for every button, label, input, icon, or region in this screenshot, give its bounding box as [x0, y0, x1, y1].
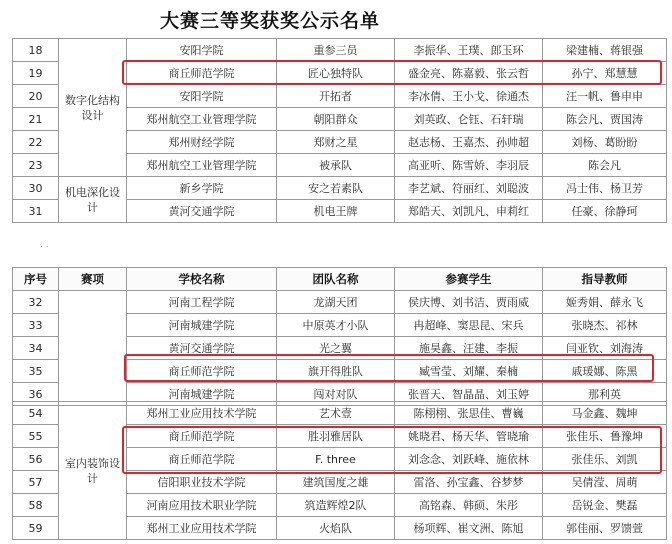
teachers-cell: 陈会凡: [543, 154, 667, 177]
team-cell: 安之若素队: [277, 177, 395, 200]
teachers-cell: 闫亚钦、刘海涛: [543, 337, 667, 360]
school-cell: 商丘师范学院: [127, 448, 277, 471]
students-cell: 高铭森、韩硕、朱彤: [395, 494, 543, 517]
seq-cell: 58: [13, 494, 59, 517]
seq-cell: 23: [13, 154, 59, 177]
school-cell: 商丘师范学院: [127, 425, 277, 448]
school-cell: 河南城建学院: [127, 383, 277, 406]
teachers-cell: 刘杨、葛盼盼: [543, 131, 667, 154]
school-cell: 黄河交通学院: [127, 200, 277, 223]
students-cell: 李振华、王璞、郎玉环: [395, 39, 543, 62]
team-cell: 匠心独特队: [277, 62, 395, 85]
teachers-cell: 张佳乐、鲁豫坤: [543, 425, 667, 448]
seq-cell: 55: [13, 425, 59, 448]
school-cell: 新乡学院: [127, 177, 277, 200]
seq-cell: 21: [13, 108, 59, 131]
award-table-section-3: [12, 401, 667, 540]
team-cell: 建筑国度之雄: [277, 471, 395, 494]
students-cell: 杨项辉、崔文洲、陈旭: [395, 517, 543, 540]
teachers-cell: 姬秀娟、薛永飞: [543, 291, 667, 314]
students-cell: 李冰倩、王小戈、徐通杰: [395, 85, 543, 108]
teachers-cell: 郭佳丽、罗馈萱: [543, 517, 667, 540]
seq-cell: 56: [13, 448, 59, 471]
table-row: [13, 402, 667, 425]
teachers-cell: 那利英: [543, 383, 667, 406]
team-cell: 机电王牌: [277, 200, 395, 223]
seq-cell: 30: [13, 177, 59, 200]
teachers-cell: 张佳乐、刘凯: [543, 448, 667, 471]
table-row: [13, 291, 667, 314]
category-cell: 机电深化设计: [59, 177, 127, 223]
teachers-cell: 梁建楠、蒋银强: [543, 39, 667, 62]
header-team: 团队名称: [277, 268, 395, 291]
teachers-cell: 任豪、徐静珂: [543, 200, 667, 223]
header-school: 学校名称: [127, 268, 277, 291]
team-cell: F. three: [277, 448, 395, 471]
students-cell: 姚晓君、杨天华、管晓瑜: [395, 425, 543, 448]
students-cell: 施昊鑫、汪建、李振: [395, 337, 543, 360]
students-cell: 刘念念、刘跃峰、施依林: [395, 448, 543, 471]
team-cell: 筑造辉煌2队: [277, 494, 395, 517]
teachers-cell: 陈会凡、贾国涛: [543, 108, 667, 131]
header-seq: 序号: [13, 268, 59, 291]
seq-cell: 32: [13, 291, 59, 314]
teachers-cell: 张晓杰、祁林: [543, 314, 667, 337]
table-row: [13, 177, 667, 200]
school-cell: 信阳职业技术学院: [127, 471, 277, 494]
seq-cell: 31: [13, 200, 59, 223]
teachers-cell: 冯士伟、杨卫芳: [543, 177, 667, 200]
teachers-cell: 孙宁、郑慧慧: [543, 62, 667, 85]
team-cell: 艺术壹: [277, 402, 395, 425]
team-cell: 火焰队: [277, 517, 395, 540]
teachers-cell: 吴倩滢、周萌: [543, 471, 667, 494]
team-cell: 郑财之星: [277, 131, 395, 154]
header-students: 参赛学生: [395, 268, 543, 291]
header-category: 赛项: [59, 268, 127, 291]
school-cell: 河南应用技术职业学院: [127, 494, 277, 517]
students-cell: 赵志杨、王嘉杰、孙帅超: [395, 131, 543, 154]
school-cell: 安阳学院: [127, 85, 277, 108]
fold-mark: . .: [40, 240, 49, 250]
page-title: 大赛三等奖获奖公示名单: [160, 10, 381, 32]
seq-cell: 18: [13, 39, 59, 62]
school-cell: 河南工程学院: [127, 291, 277, 314]
students-cell: 冉超峰、窦思昆、宋兵: [395, 314, 543, 337]
team-cell: 胜羽雅居队: [277, 425, 395, 448]
students-cell: 臧雪莹、刘耀、秦楠: [395, 360, 543, 383]
seq-cell: 36: [13, 383, 59, 406]
seq-cell: 57: [13, 471, 59, 494]
students-cell: 张晋天、智晶晶、刘玉婷: [395, 383, 543, 406]
school-cell: 黄河交通学院: [127, 337, 277, 360]
team-cell: 中原英才小队: [277, 314, 395, 337]
school-cell: 河南城建学院: [127, 314, 277, 337]
award-table-section-1: [12, 38, 667, 223]
students-cell: 郑皓天、刘凯凡、申莉红: [395, 200, 543, 223]
seq-cell: 35: [13, 360, 59, 383]
seq-cell: 34: [13, 337, 59, 360]
team-cell: 闯对对队: [277, 383, 395, 406]
school-cell: 商丘师范学院: [127, 360, 277, 383]
school-cell: 郑州航空工业管理学院: [127, 108, 277, 131]
seq-cell: 33: [13, 314, 59, 337]
school-cell: 郑州工业应用技术学院: [127, 402, 277, 425]
team-cell: 龙湖天团: [277, 291, 395, 314]
team-cell: 重参三员: [277, 39, 395, 62]
students-cell: 陈栩栩、张思佳、曹巍: [395, 402, 543, 425]
students-cell: 盛金亮、陈嘉毅、张云哲: [395, 62, 543, 85]
seq-cell: 19: [13, 62, 59, 85]
team-cell: 被承队: [277, 154, 395, 177]
award-table-section-2: [12, 267, 667, 406]
seq-cell: 20: [13, 85, 59, 108]
school-cell: 郑州财经学院: [127, 131, 277, 154]
students-cell: 李艺斌、符丽红、刘聪波: [395, 177, 543, 200]
students-cell: 高亚听、陈雪娇、李羽辰: [395, 154, 543, 177]
teachers-cell: 汪一帆、鲁申申: [543, 85, 667, 108]
table-row: [13, 39, 667, 62]
header-teachers: 指导教师: [543, 268, 667, 291]
school-cell: 郑州航空工业管理学院: [127, 154, 277, 177]
seq-cell: 22: [13, 131, 59, 154]
teachers-cell: 马金鑫、魏坤: [543, 402, 667, 425]
school-cell: 安阳学院: [127, 39, 277, 62]
category-cell: [59, 291, 127, 406]
category-cell: 室内装饰设计: [59, 402, 127, 540]
team-cell: 朝阳群众: [277, 108, 395, 131]
students-cell: 刘英政、仑钰、石轩瑞: [395, 108, 543, 131]
students-cell: 侯庆博、刘书洁、贾雨威: [395, 291, 543, 314]
team-cell: 旗开得胜队: [277, 360, 395, 383]
table-header-row: [13, 268, 667, 291]
seq-cell: 59: [13, 517, 59, 540]
school-cell: 郑州工业应用技术学院: [127, 517, 277, 540]
seq-cell: 54: [13, 402, 59, 425]
team-cell: 开拓者: [277, 85, 395, 108]
teachers-cell: 戚瑗娜、陈黑: [543, 360, 667, 383]
category-cell: 数字化结构设计: [59, 39, 127, 177]
school-cell: 商丘师范学院: [127, 62, 277, 85]
students-cell: 雷洛、孙宝鑫、谷梦梦: [395, 471, 543, 494]
page-gap: [0, 232, 672, 266]
teachers-cell: 岳锐金、樊磊: [543, 494, 667, 517]
team-cell: 光之翼: [277, 337, 395, 360]
